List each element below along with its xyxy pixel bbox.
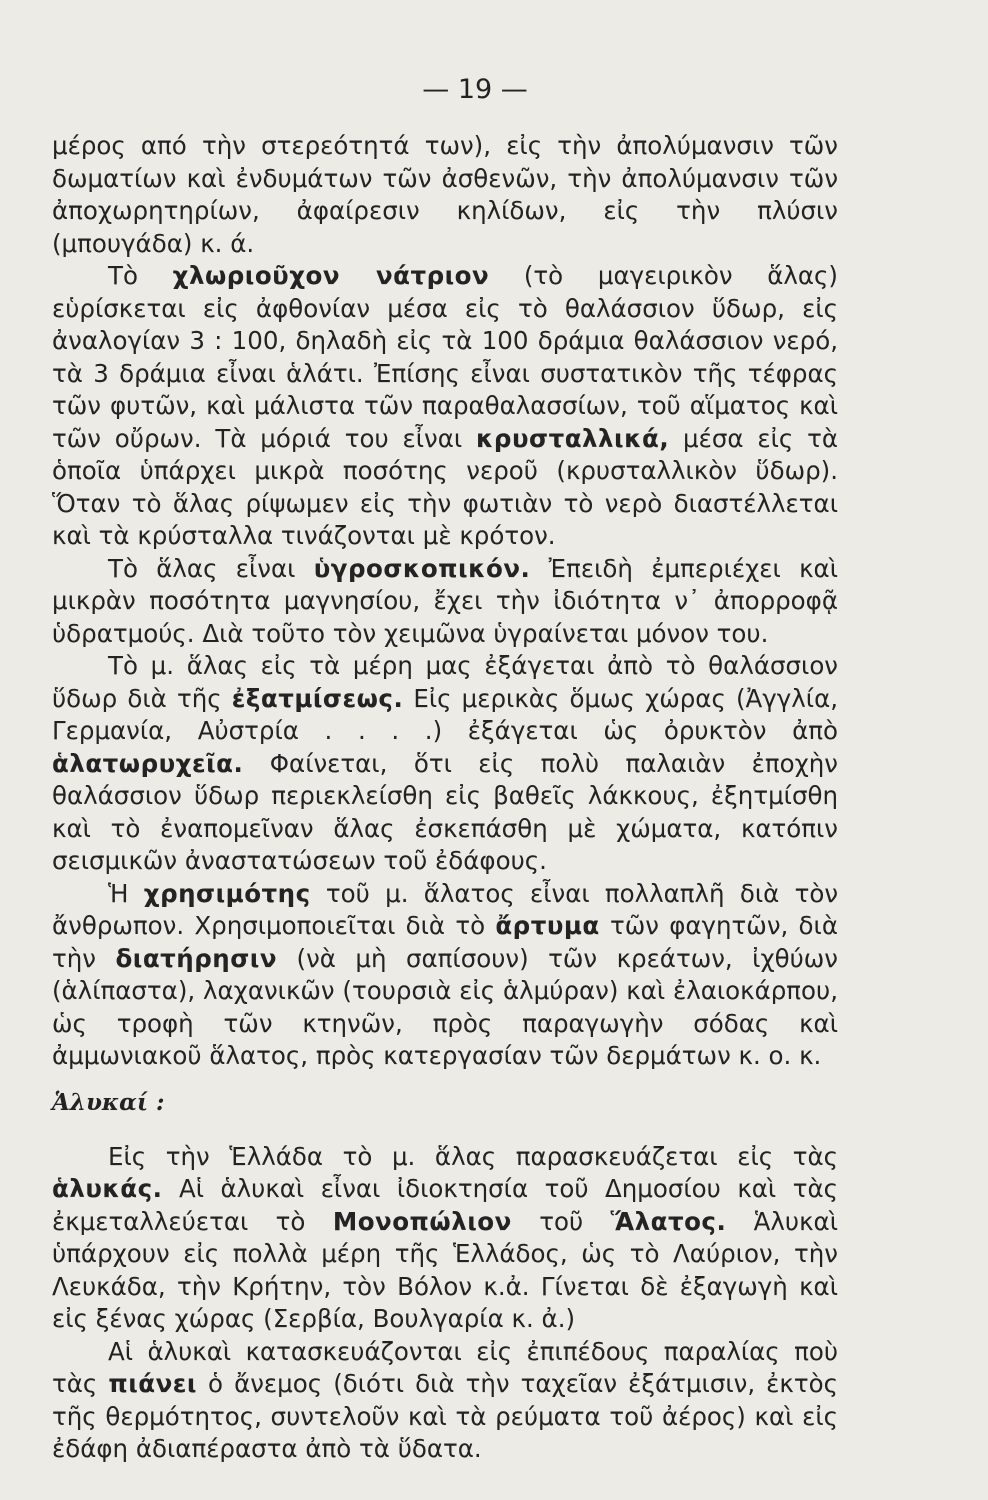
bold-term: ἐξατμίσεως. <box>231 683 404 713</box>
bold-term: χλωριοῦχον νάτριον <box>172 261 490 290</box>
bold-term: διατήρησιν <box>115 943 278 973</box>
bold-term: ἁλατωρυχεῖα. <box>52 748 244 778</box>
page-number: — 19 — <box>422 74 528 105</box>
bold-term: κρυσταλλικά, <box>476 423 670 453</box>
bold-term: Μονοπώλιον <box>332 1206 512 1236</box>
bold-term: πιάνει <box>108 1369 197 1398</box>
paragraph <box>52 130 838 260</box>
paragraph <box>52 1141 838 1336</box>
paragraph-text: τοῦ <box>511 1206 611 1236</box>
paragraph-text: Τὸ <box>108 261 173 290</box>
paragraph-text: Ἐπειδὴ ἐμπεριέχει καὶ μικρὰν ποσότητα μαγνησίου, ἔχει τὴν ἰδιότητα ν᾿ ἀπορροφᾷ ὑδρατμούς. Διὰ τοῦτο τὸν χειμῶνα ὑγραίνεται μόνον του. <box>52 553 838 648</box>
paragraph-text: Εἰς τὴν Ἑλλάδα τὸ μ. ἅλας παρασκευάζεται εἰς τὰς <box>108 1141 838 1171</box>
paragraph-text: Ἁλυκαὶ ὑπάρχουν εἰς πολλὰ μέρη τῆς Ἑλλάδος, ὡς τὸ Λαύριον, τὴν Λευκάδα, τὴν Κρήτην, τὸν Βόλον κ.ἀ. Γίνεται δὲ ἐξαγωγὴ καὶ εἰς ξένας χώρας (Σερβία, Βουλγαρία κ. ἀ.) <box>52 1206 838 1333</box>
paragraph <box>52 553 838 651</box>
bold-term: Ἅλατος. <box>610 1206 727 1236</box>
paragraph-text: Αἱ ἁλυκαὶ κατασκευάζονται εἰς ἐπιπέδους παραλίας ποὺ τὰς <box>52 1336 838 1398</box>
paragraph-text: Τὸ μ. ἅλας εἰς τὰ μέρη μας ἐξάγεται ἀπὸ τὸ θαλάσσιον ὕδωρ διὰ τῆς <box>52 651 838 713</box>
paragraph <box>52 878 838 1073</box>
bold-term: ἁλυκάς. <box>52 1174 163 1203</box>
paragraph-text: ὁ ἄνεμος (διότι διὰ τὴν ταχεῖαν ἐξάτμισιν, ἐκτὸς τῆς θερμότητος, συντελοῦν καὶ τὰ ρεύματα τοῦ ἀέρος) καὶ εἰς ἐδάφη ἀδιαπέραστα ἀπὸ τὰ ὕδατα. <box>52 1369 838 1463</box>
body-text-bottom <box>52 1141 838 1466</box>
paragraph-text: μέρος από τὴν στερεότητά των), εἰς τὴν ἀπολύμανσιν τῶν δωματίων καὶ ἐνδυμάτων τῶν ἀσθενῶν, τὴν ἀπολύμανσιν τῶν ἀποχωρητηρίων, ἀφαίρεσιν κηλίδων, εἰς τὴν πλύσιν (μπουγάδα) κ. ά. <box>52 131 838 258</box>
paragraph-text: Τὸ ἅλας εἶναι <box>108 553 314 583</box>
paragraph-text: μέσα εἰς τὰ ὁποῖα ὑπάρχει μικρὰ ποσότης νεροῦ (κρυσταλλικὸν ὕδωρ). Ὅταν τὸ ἅλας ρίψωμεν εἰς τὴν φωτιὰν τὸ νερὸ διαστέλλεται καὶ τὰ κρύσταλλα τινάζονται μὲ κρότον. <box>52 423 838 550</box>
paragraph <box>52 650 838 878</box>
body-text-top <box>52 130 838 1073</box>
paragraph-text: Ἡ <box>108 878 144 908</box>
section-heading: Ἁλυκαί : <box>52 1088 165 1116</box>
bold-term: ὑγροσκοπικόν. <box>313 553 531 583</box>
paragraph-text: Φαίνεται, ὅτι εἰς πολὺ παλαιὰν ἐποχὴν θαλάσσιον ὕδωρ περιεκλείσθη εἰς βαθεῖς λάκκους, ἐξητμίσθη καὶ τὸ ἐναπομεῖναν ἅλας ἐσκεπάσθη μὲ χώματα, κατόπιν σεισμικῶν ἀναστατώσεων τοῦ ἐδάφους. <box>52 748 838 875</box>
bold-term: ἄρτυμα <box>495 911 600 940</box>
paragraph-text: Αἱ ἁλυκαὶ εἶναι ἰδιοκτησία τοῦ Δημοσίου καὶ τὰς ἐκμεταλλεύεται τὸ <box>52 1174 838 1236</box>
paragraph-text: (τὸ μαγειρικὸν ἅλας) εὑρίσκεται εἰς ἀφθονίαν μέσα εἰς τὸ θαλάσσιον ὕδωρ, εἰς ἀναλογίαν 3 : 100, δηλαδὴ εἰς τὰ 100 δράμια θαλάσσιον νερό, τὰ 3 δράμια εἶναι ἁλάτι. Ἐπίσης εἶναι συστατικὸν τῆς τέφρας τῶν φυτῶν, καὶ μάλιστα τῶν παραθαλασσίων, τοῦ αἵματος καὶ τῶν οὔρων. Τὰ μόριά του εἶναι <box>52 261 838 453</box>
paragraph-text: τῶν φαγητῶν, διὰ τὴν <box>52 911 838 973</box>
bold-term: χρησιμότης <box>143 878 311 908</box>
paragraph-text: Εἰς μερικὰς ὅμως χώρας (Ἀγγλία, Γερμανία, Αὐστρία . . . .) ἐξάγεται ὡς ὀρυκτὸν ἀπὸ <box>52 683 839 745</box>
paragraph <box>52 1336 838 1466</box>
paragraph-text: τοῦ μ. ἅλατος εἶναι πολλαπλῆ διὰ τὸν ἄνθρωπον. Χρησιμοποιεῖται διὰ τὸ <box>52 878 839 940</box>
paragraph <box>52 260 838 553</box>
paragraph-text: (νὰ μὴ σαπίσουν) τῶν κρεάτων, ἰχθύων (ἁλίπαστα), λαχανικῶν (τουρσιὰ εἰς ἁλμύραν) καὶ ἐλαιοκάρπου, ὡς τροφὴ τῶν κτηνῶν, πρὸς παραγωγὴν σόδας καὶ ἀμμωνιακοῦ ἅλατος, πρὸς κατεργασίαν τῶν δερμάτων κ. ο. κ. <box>52 943 838 1070</box>
